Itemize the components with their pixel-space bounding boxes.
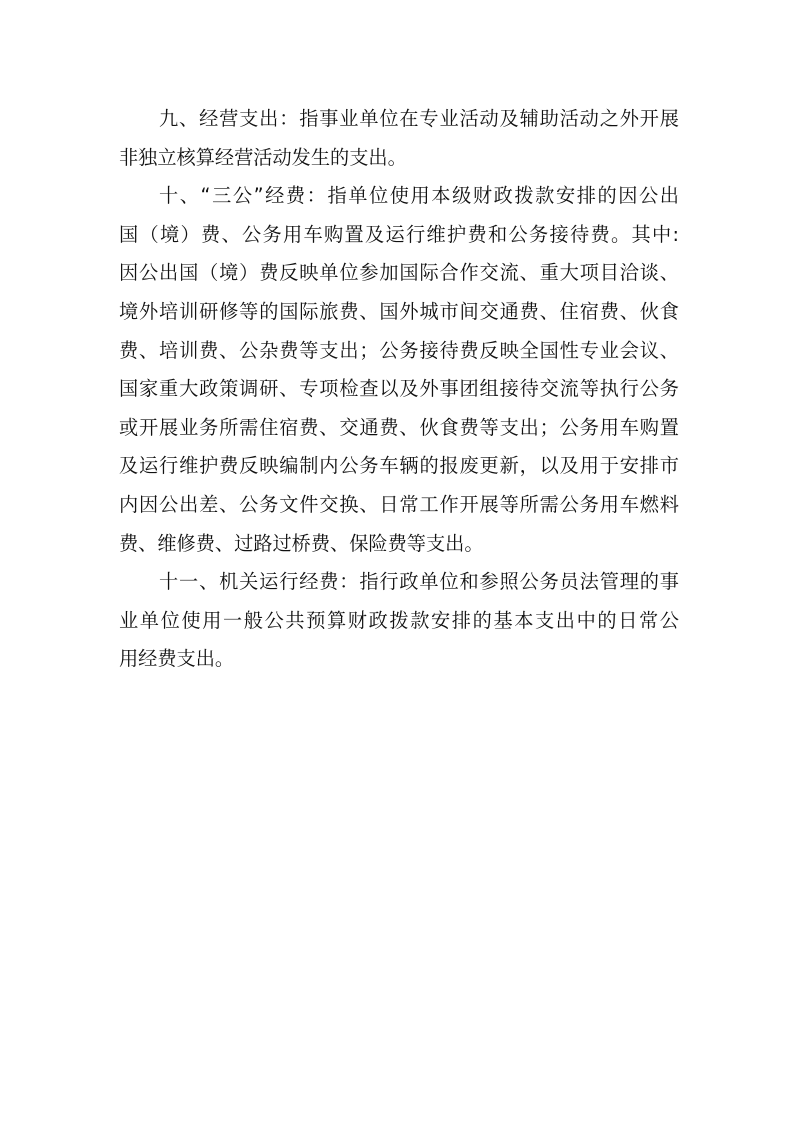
text-line: 业单位使用一般公共预算财政拨款安排的基本支出中的日常公 — [119, 608, 679, 632]
text-line: 九、经营支出：指事业单位在专业活动及辅助活动之外开展 — [159, 107, 679, 130]
text-line: 内因公出差、公务文件交换、日常工作开展等所需公务用车燃料 — [119, 492, 679, 516]
text-line: 费、培训费、公杂费等支出；公务接待费反映全国性专业会议、 — [119, 338, 679, 362]
text-line: 境外培训研修等的国际旅费、国外城市间交通费、住宿费、伙食 — [119, 299, 679, 323]
document-body — [119, 100, 679, 679]
text-line: 费、维修费、过路过桥费、保险费等支出。 — [119, 531, 484, 555]
text-line: 及运行维护费反映编制内公务车辆的报废更新，以及用于安排市 — [119, 454, 679, 478]
paragraph-operating-expenditure — [119, 100, 679, 177]
text-line: 国（境）费、公务用车购置及运行维护费和公务接待费。其中: — [119, 222, 679, 246]
text-line: 国家重大政策调研、专项检查以及外事团组接待交流等执行公务 — [119, 377, 679, 401]
text-line: 因公出国（境）费反映单位参加国际合作交流、重大项目洽谈、 — [119, 261, 679, 285]
paragraph-three-public-expenses — [119, 177, 679, 563]
text-line: 或开展业务所需住宿费、交通费、伙食费等支出；公务用车购置 — [119, 415, 679, 439]
text-line: 非独立核算经营活动发生的支出。 — [119, 145, 407, 169]
text-line: 十一、机关运行经费：指行政单位和参照公务员法管理的事 — [159, 570, 679, 594]
text-line: 用经费支出。 — [119, 647, 235, 671]
text-line: 十、“三公”经费：指单位使用本级财政拨款安排的因公出 — [159, 184, 679, 208]
paragraph-agency-operating-expenses — [119, 563, 679, 679]
